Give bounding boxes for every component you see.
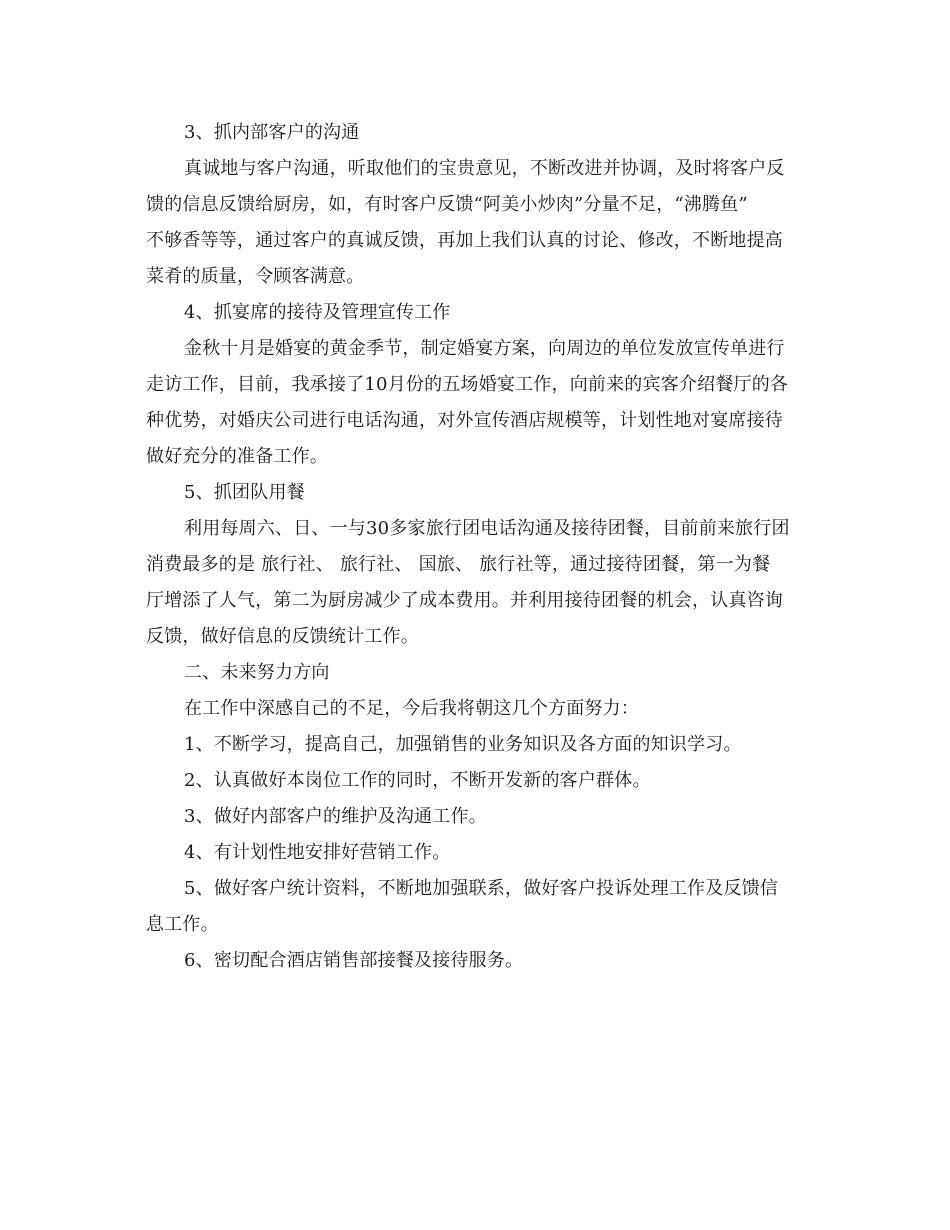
list-item: 6、密切配合酒店销售部接餐及接待服务。 [184,950,524,971]
paragraph-line: 走访工作，目前，我承接了10月份的五场婚宴工作，向前来的宾客介绍餐厅的各 [146,374,789,395]
section-heading-future-direction: 二、未来努力方向 [184,662,330,683]
paragraph-line: 金秋十月是婚宴的黄金季节，制定婚宴方案，向周边的单位发放宣传单进行 [184,338,785,359]
list-item: 5、做好客户统计资料，不断地加强联系，做好客户投诉处理工作及反馈信 [184,878,779,899]
list-item-continuation: 息工作。 [146,914,219,935]
list-item: 1、不断学习，提高自己，加强销售的业务知识及各方面的知识学习。 [184,734,742,755]
paragraph-line: 消费最多的是 旅行社、 旅行社、 国旅、 旅行社等，通过接待团餐，第一为餐 [146,554,771,575]
list-item: 2、认真做好本岗位工作的同时，不断开发新的客户群体。 [184,770,651,791]
paragraph-line: 做好充分的准备工作。 [146,446,328,467]
section-heading-banquet: 4、抓宴席的接待及管理宣传工作 [184,302,451,323]
paragraph-line: 菜肴的质量，令顾客满意。 [146,266,365,287]
paragraph-line: 馈的信息反馈给厨房，如，有时客户反馈“阿美小炒肉”分量不足，“沸腾鱼” [146,194,748,215]
document-body [146,115,806,979]
paragraph-line: 真诚地与客户沟通，听取他们的宝贵意见，不断改进并协调，及时将客户反 [184,158,785,179]
paragraph-line: 不够香等等，通过客户的真诚反馈，再加上我们认真的讨论、修改，不断地提高 [146,230,783,251]
paragraph-line: 在工作中深感自己的不足，今后我将朝这几个方面努力： [184,698,639,719]
list-item: 3、做好内部客户的维护及沟通工作。 [184,806,487,827]
list-item: 4、有计划性地安排好营销工作。 [184,842,451,863]
paragraph-line: 利用每周六、日、一与30多家旅行团电话沟通及接待团餐，目前前来旅行团 [184,518,790,539]
paragraph-line: 厅增添了人气，第二为厨房减少了成本费用。并利用接待团餐的机会，认真咨询 [146,590,783,611]
section-heading-internal-communication: 3、抓内部客户的沟通 [184,122,360,143]
paragraph-line: 种优势，对婚庆公司进行电话沟通，对外宣传酒店规模等，计划性地对宴席接待 [146,410,783,431]
section-heading-group-dining: 5、抓团队用餐 [184,482,305,503]
paragraph-line: 反馈，做好信息的反馈统计工作。 [146,626,419,647]
